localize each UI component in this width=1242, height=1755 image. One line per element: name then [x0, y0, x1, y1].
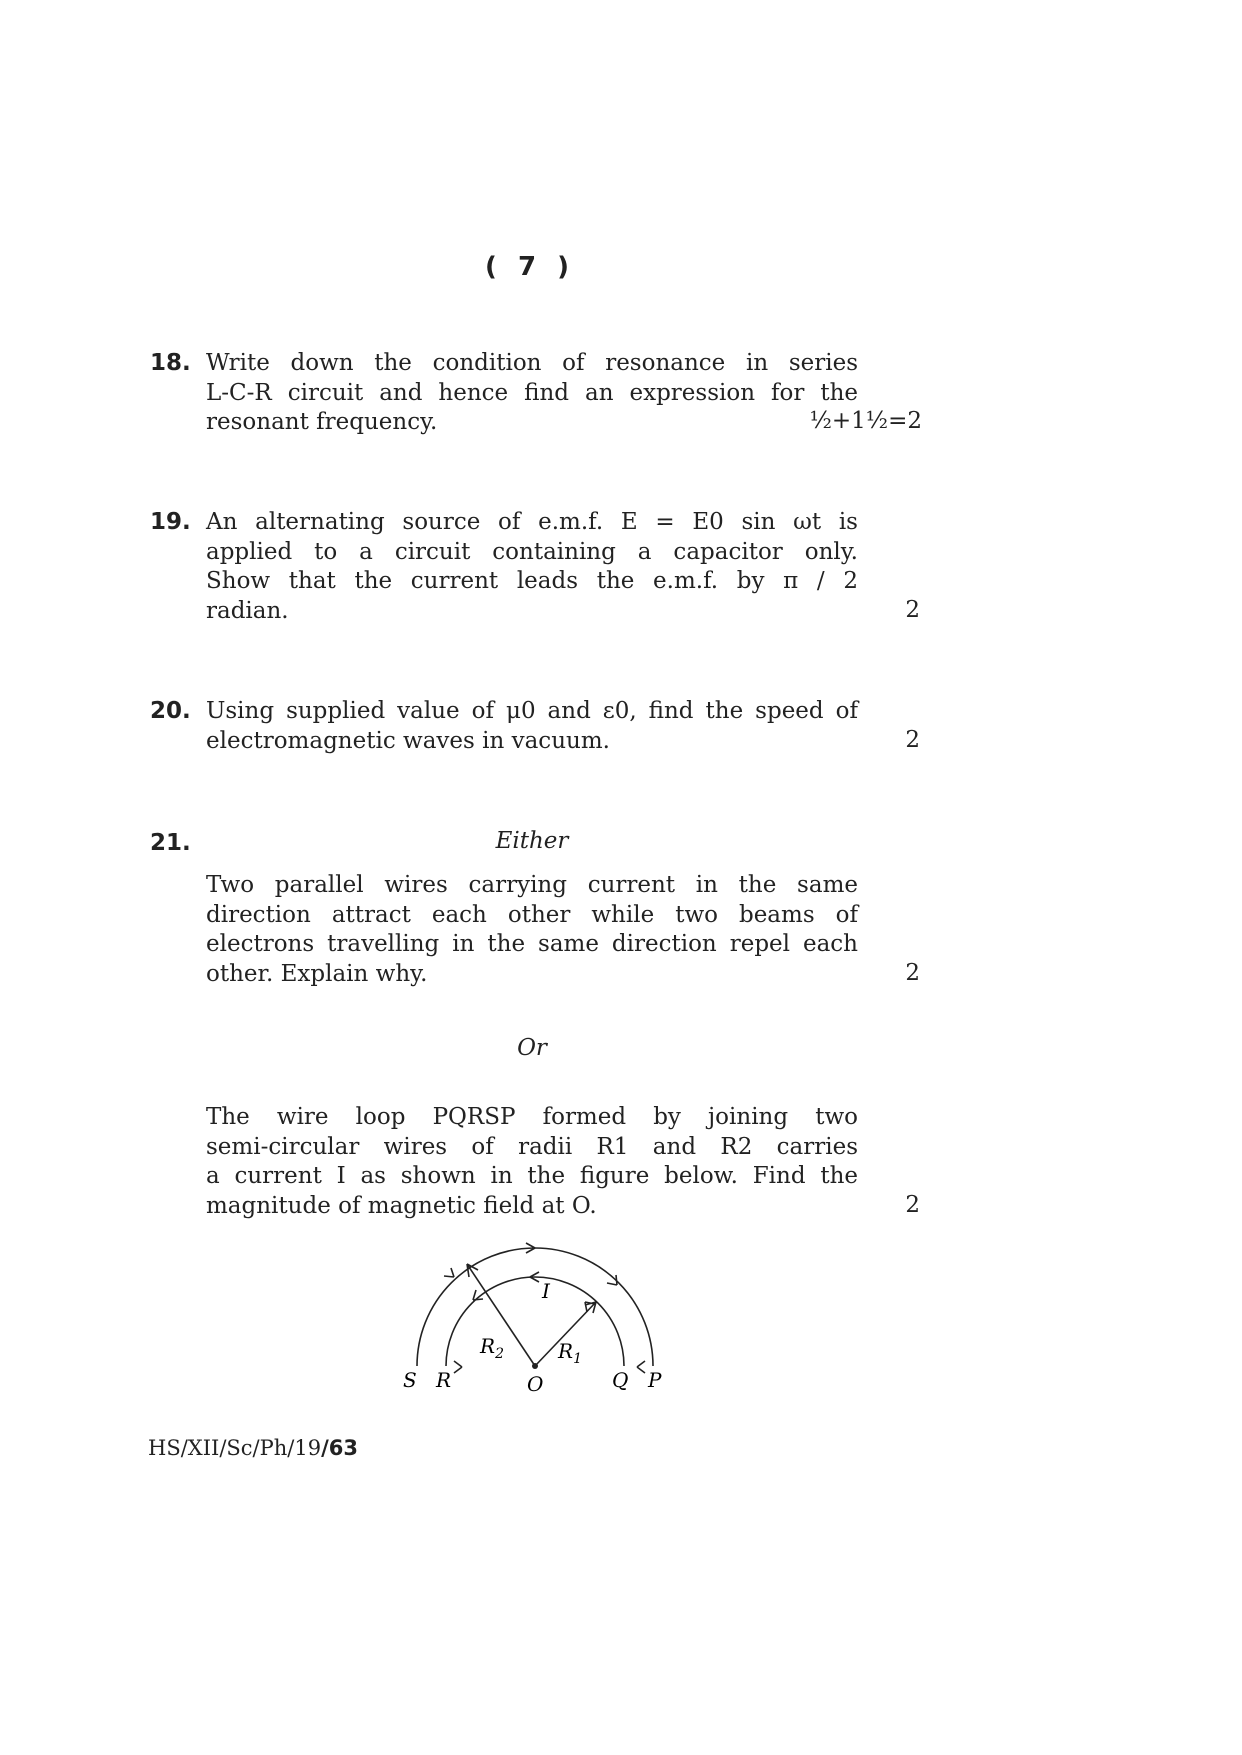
question-18-text — [206, 349, 858, 438]
question-number-19: 19. — [150, 509, 191, 535]
q18-line-2: L-C-R circuit and hence find an expression for the — [206, 379, 858, 406]
p-end-arrow — [637, 1361, 645, 1373]
outer-arrow-left — [444, 1268, 454, 1277]
question-number-21: 21. — [150, 830, 191, 856]
q19-marks: 2 — [905, 597, 920, 623]
label-r: R — [436, 1368, 452, 1392]
label-s: S — [403, 1368, 417, 1392]
either-heading: Either — [495, 828, 569, 854]
label-o: O — [527, 1372, 544, 1396]
label-current-i: I — [542, 1279, 550, 1303]
question-number-18: 18. — [150, 350, 191, 376]
q21-either-marks: 2 — [905, 960, 920, 986]
q21b-line-4: magnitude of magnetic field at O. — [206, 1192, 597, 1219]
page-number: ( 7 ) — [485, 252, 575, 282]
question-number-20: 20. — [150, 698, 191, 724]
q18-line-1: Write down the condition of resonance in series — [206, 350, 858, 376]
q19-line-2: applied to a circuit containing a capacitor only. — [206, 538, 858, 565]
paper-code-suffix: /63 — [321, 1436, 358, 1460]
q19-line-4: radian. — [206, 597, 289, 624]
q18-marks: ½+1½=2 — [809, 408, 922, 434]
center-point-o — [532, 1363, 538, 1369]
paper-code-footer — [148, 1436, 358, 1460]
q21b-line-3: a current I as shown in the figure below. Find the — [206, 1163, 858, 1189]
q20-marks: 2 — [905, 727, 920, 753]
or-heading: Or — [517, 1035, 547, 1061]
q21a-line-1: Two parallel wires carrying current in the same — [206, 872, 858, 898]
paper-code: HS/XII/Sc/Ph/19 — [148, 1436, 322, 1460]
question-21-or-text — [206, 1103, 858, 1221]
q18-line-3: resonant frequency. — [206, 409, 438, 435]
q21b-line-2: semi-circular wires of radii R1 and R2 carries — [206, 1133, 858, 1160]
q19-line-3: Show that the current leads the e.m.f. by π / 2 — [206, 568, 858, 594]
label-r1: $R_1$ — [558, 1339, 582, 1367]
q19-line-1: An alternating source of e.m.f. E = E0 sin ωt is — [206, 509, 858, 535]
q21b-line-1: The wire loop PQRSP formed by joining two — [206, 1104, 858, 1130]
r-end-arrow — [454, 1361, 462, 1373]
semicircle-loop-figure — [390, 1225, 680, 1400]
outer-semicircle — [417, 1248, 653, 1366]
question-19-text — [206, 508, 858, 626]
inner-semicircle — [446, 1277, 624, 1366]
q20-line-1: Using supplied value of μ0 and ε0, find the speed of — [206, 698, 858, 724]
q20-line-2: electromagnetic waves in vacuum. — [206, 727, 610, 754]
q21-or-marks: 2 — [905, 1192, 920, 1218]
label-q: Q — [612, 1368, 629, 1392]
q21a-line-2: direction attract each other while two beams of — [206, 901, 858, 928]
label-r2: $R_2$ — [480, 1334, 504, 1362]
q21a-line-4: other. Explain why. — [206, 960, 428, 987]
label-p: P — [648, 1368, 662, 1392]
question-21-either-text — [206, 871, 858, 989]
q21a-line-3: electrons travelling in the same direction repel each — [206, 931, 858, 957]
question-20-text — [206, 697, 858, 756]
